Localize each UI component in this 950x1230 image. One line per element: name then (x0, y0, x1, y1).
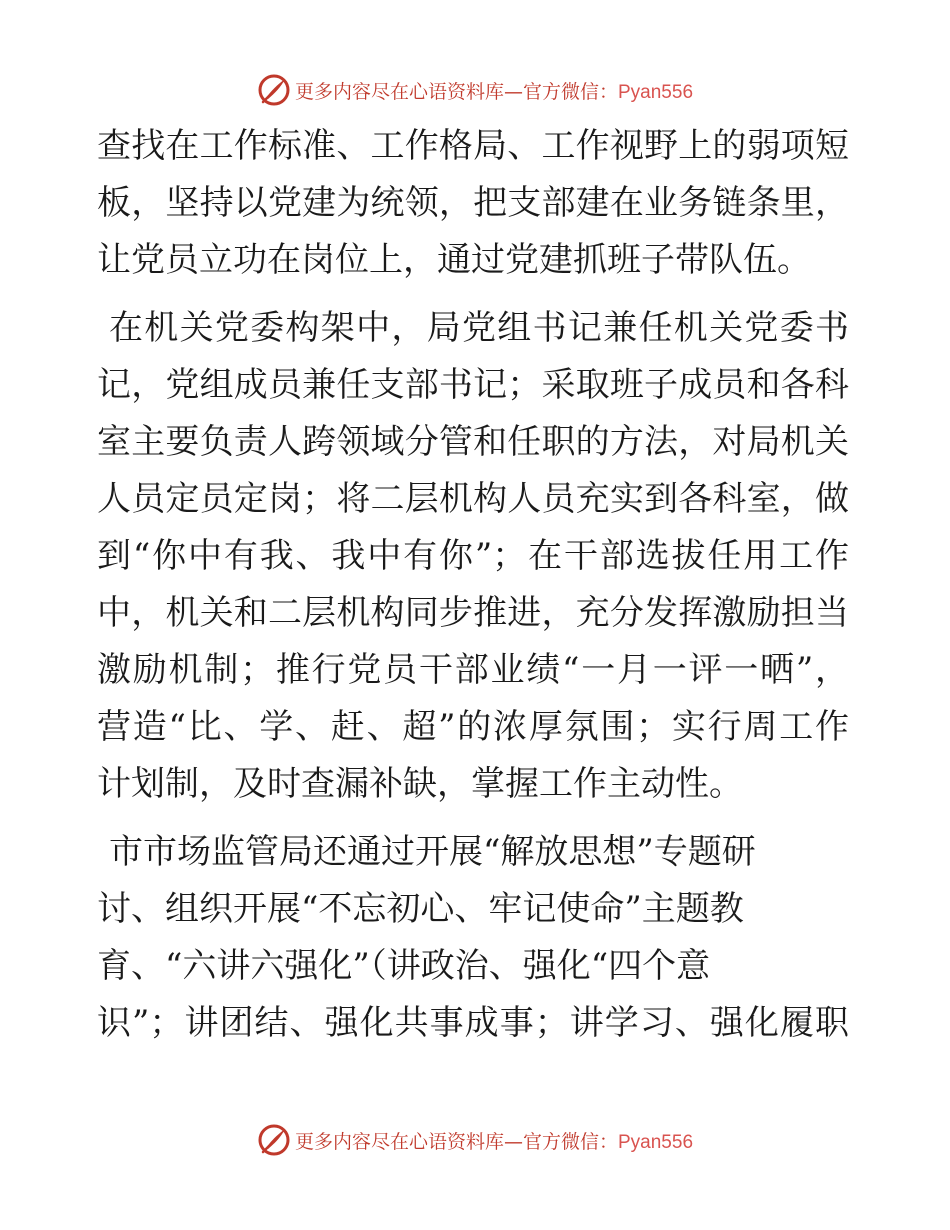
footer-separator: — (503, 1130, 523, 1153)
text-line: 查找在工作标准、工作格局、工作视野上的弱项短 (97, 126, 849, 166)
paragraph-3 (97, 824, 849, 1052)
text-line: 讨、组织开展“不忘初心、牢记使命”主题教 (97, 889, 744, 929)
footer-wechat-id: Pyan556 (618, 1131, 694, 1153)
quill-logo-icon (257, 1123, 291, 1157)
text-line: 到“你中有我、我中有你”；在干部选拔任用工作 (97, 536, 849, 576)
text-line: 育、“六讲六强化”（讲政治、强化“四个意 (97, 946, 711, 986)
text-line: 板，坚持以党建为统领，把支部建在业务链条里， (97, 183, 849, 223)
footer-watermark-text (295, 1127, 693, 1154)
paragraph-1 (97, 118, 849, 289)
text-line: 让党员立功在岗位上，通过党建抓班子带队伍。 (97, 240, 811, 280)
text-line: 营造“比、学、赶、超”的浓厚氛围；实行周工作 (97, 707, 849, 747)
text-line: 记，党组成员兼任支部书记；采取班子成员和各科 (97, 365, 849, 405)
paragraph-2 (97, 300, 849, 813)
text-line: 在机关党委构架中，局党组书记兼任机关党委书 (109, 308, 849, 348)
footer-wechat-label: 官方微信： (522, 1130, 618, 1153)
text-line: 中，机关和二层机构同步推进，充分发挥激励担当 (97, 593, 849, 633)
header-separator: — (503, 80, 523, 103)
text-line: 市市场监管局还通过开展“解放思想”专题研 (109, 832, 756, 872)
text-line: 激励机制；推行党员干部业绩“一月一评一晒”， (97, 650, 849, 690)
header-wechat-label: 官方微信： (522, 80, 618, 103)
header-site-text: 更多内容尽在心语资料库 (294, 80, 504, 103)
text-line: 计划制，及时查漏补缺，掌握工作主动性。 (97, 764, 743, 804)
document-body (97, 118, 849, 1052)
header-watermark-text (295, 77, 693, 104)
footer-watermark (0, 1120, 950, 1160)
header-wechat-id: Pyan556 (618, 81, 694, 103)
text-line: 室主要负责人跨领域分管和任职的方法，对局机关 (97, 422, 849, 462)
footer-site-text: 更多内容尽在心语资料库 (294, 1130, 504, 1153)
text-line: 识”；讲团结、强化共事成事；讲学习、强化履职 (97, 1003, 849, 1043)
text-line: 人员定员定岗；将二层机构人员充实到各科室，做 (97, 479, 849, 519)
header-watermark (0, 70, 950, 110)
quill-logo-icon (257, 73, 291, 107)
